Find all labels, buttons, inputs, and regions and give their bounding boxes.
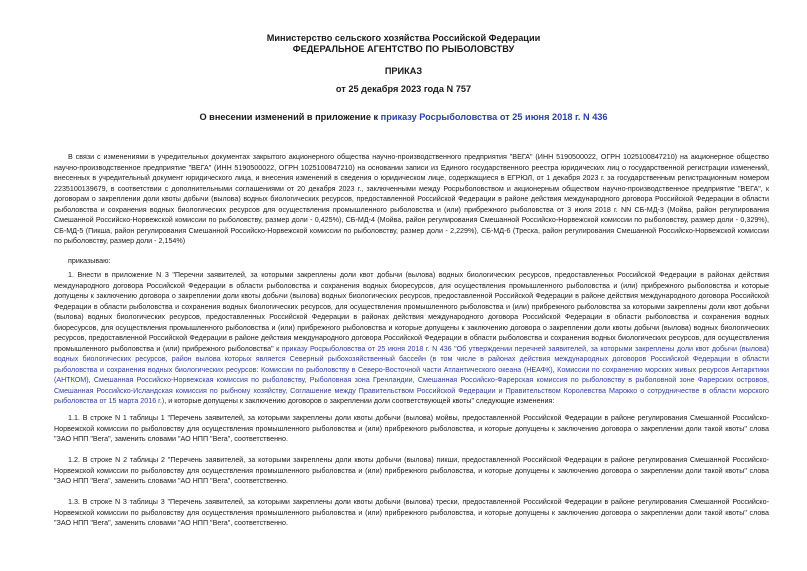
clause-1-text-start: 1. Внести в приложение N 3 "Перечни заявителей, за которыми закреплены доли квот добычи (вылова) водных биологических ресурсов, предоставленных Российской Федерации в районах действия международного договора Российской Федерации в области рыболовства и сохранения водных биоресурсов, для осуществления промышленного рыболовства и (или) прибрежного рыболовства и которые допущены к заключению договора о закреплении доли квоты добычи (вылова) водных биологических ресурсов, предоставленной Российской Федерации в районе действия международного договора Российской Федерации в области рыболовства и сохранения водных биологических ресурсов, для осуществления промышленного рыболовства и (или) прибрежного рыболовства за которыми закреплены доли квот добычи (вылова) водных биологических ресурсов, предоставленных Российской Федерации в районах действия международного договора Российской Федерации в области рыболовства и сохранения водных биоресурсов, для осуществления промышленного рыболовства и (или) прибрежного рыболовства и которые допущены к заключению договора о закреплении доли квоты добычи (вылова) водных биологических ресурсов, предоставленной Российской Федерации в районе действия международного договора Российской Федерации в области рыболовства и сохранения водных биологических ресурсов, для осуществления промышленного рыболовства и (или) прибрежного рыболовства" к: [54, 271, 769, 353]
clause-1-2-paragraph: 1.2. В строке N 2 таблицы 2 "Перечень заявителей, за которыми закреплены доли квоты добычи (вылова) пикши, предоставленной Российской Федерации в районе регулирования Смешанной Российско-Норвежской комиссии по рыболовству для осуществления промышленного рыболовства и (или) прибрежного рыболовства, и которые допущены к заключению договора о закреплении доли такой квоты" слова "ЗАО НПП "Вега", заменить словами "АО НПП "Вега", соответственно.: [54, 456, 769, 485]
order-436-link[interactable]: приказу Росрыболовства от 25 июня 2018 г. N 436: [380, 112, 608, 122]
doc-title-prefix: О внесении изменений в приложение к: [199, 112, 381, 122]
ministry-name: Министерство сельского хозяйства Российской Федерации: [266, 33, 541, 43]
doc-title: [0, 112, 807, 123]
order-436-full-link[interactable]: приказу Росрыболовства от 25 июня 2018 г. N 436 "Об утверждении перечней заявителей, за которыми закреплены доли квот добычи (вылова) водных биологических ресурсов, район вылова которых является Северный рыбохозяйственный бассейн (в том числе в районах действия международных договоров Российской Федерации в области рыболовства и сохранения водных биологических ресурсов: Комиссии по рыболовству в Северо-Восточной части Атлантического океана (НЕАФК), Комиссии по сохранению морских живых ресурсов Антарктики (АНТКОМ), Смешанная Российско-Норвежская комиссия по рыболовству, Рыболовная зона Гренландии, Смешанная Российско-Фарерская комиссия по рыболовству в рыболовной зоне Фарерских островов, Смешанная Российско-Исландская комиссия по рыбному хозяйству, Соглашение между Правительством Российской Федерации и Правительством Королевства Марокко о сотрудничестве в области морского рыболовства от 15 марта 2016 г.): [54, 344, 770, 405]
doc-type: ПРИКАЗ: [384, 66, 423, 76]
order-word: приказываю:: [68, 257, 111, 265]
clause-1-text-end: , и которые допущены к заключению договоров о закреплении доли соответствующей квоты" следующие изменения:: [164, 397, 555, 405]
agency-name: ФЕДЕРАЛЬНОЕ АГЕНТСТВО ПО РЫБОЛОВСТВУ: [292, 44, 515, 54]
doc-date-number: от 25 декабря 2023 года N 757: [335, 84, 472, 94]
clause-1-paragraph: [54, 270, 769, 407]
clause-1-1-paragraph: 1.1. В строке N 1 таблицы 1 "Перечень заявителей, за которыми закреплены доли квоты добычи (вылова) мойвы, предоставленной Российской Федерации в районе регулирования Смешанной Российско-Норвежской комиссии по рыболовству для осуществления промышленного рыболовства и (или) прибрежного рыболовства, и которые допущены к заключению договора о закреплении доли такой квоты" слова "ЗАО НПП "Вега", заменить словами "АО НПП "Вега", соответственно.: [54, 414, 769, 443]
preamble-paragraph: В связи с изменениями в учредительных документах закрытого акционерного общества научно-производственного предприятия "ВЕГА" (ИНН 5190500022, ОГРН 1025100847210) на акционерное общество научно-производственное предприятие "ВЕГА" (ИНН 5190500022, ОГРН 1025100847210) на основании записи из Единого государственного реестра юридических лиц о государственной регистрации изменений, внесенных в учредительный документ юридического лица, и внесения изменений в сведения о юридическом лице, содержащиеся в ЕГРЮЛ, от 1 декабря 2023 г. за государственным регистрационным номером 2235100139679, в соответствии с дополнительными соглашениями от 20 декабря 2023 г., заключенными между Росрыболовством и акционерным обществом научно-производственное предприятие "ВЕГА", к договорам о закреплении доли квоты добычи (вылова) водных биологических ресурсов, предоставленной Российской Федерации в районе действия международного договора Российской Федерации в области рыболовства и сохранения водных биологических ресурсов для осуществления промышленного рыболовства и (или) прибрежного рыболовства от 3 июля 2018 г. NN СБ-МД-3 (Мойва, район регулирования Смешанной Российско-Норвежской комиссии по рыболовству, размер доли - 0,425%), СБ-МД-4 (Мойва, район регулирования Смешанной Российско-Норвежской комиссии по рыболовству, размер доли - 0,329%), СБ-МД-5 (Пикша, район регулирования Смешанной Российско-Норвежской комиссии по рыболовству, размер доли - 2,229%), СБ-МД-6 (Треска, район регулирования Смешанной Российско-Норвежской комиссии по рыболовству, размер доли - 2,154%): [54, 153, 769, 245]
clause-1-3-paragraph: 1.3. В строке N 3 таблицы 3 "Перечень заявителей, за которыми закреплены доли квоты добычи (вылова) трески, предоставленной Российской Федерации в районе регулирования Смешанной Российско-Норвежской комиссии по рыболовству для осуществления промышленного рыболовства и (или) прибрежного рыболовства, и которые допущены к заключению договора о закреплении доли такой квоты" слова "ЗАО НПП "Вега", заменить словами "АО НПП "Вега", соответственно.: [54, 498, 769, 527]
